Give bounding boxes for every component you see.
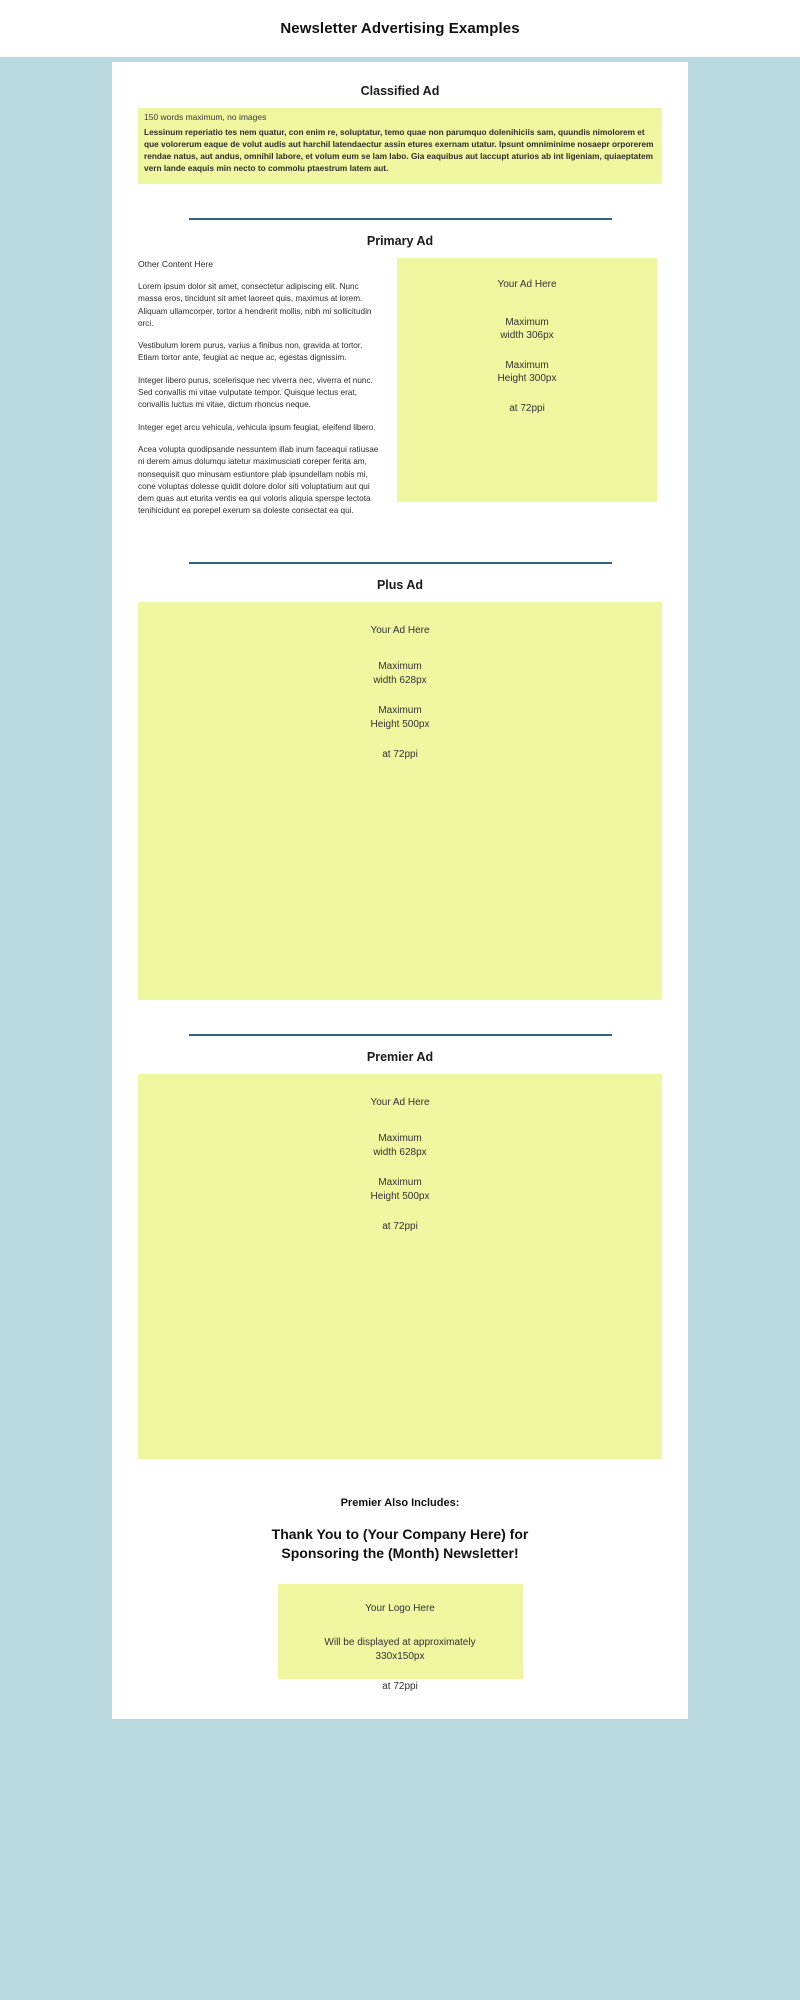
plus-ad-title: Plus Ad — [376, 577, 424, 592]
thank-you-line-2: Sponsoring the (Month) Newsletter! — [281, 1544, 519, 1561]
primary-paragraph-1: Lorem ipsum dolor sit amet, consectetur adipiscing elit. Nunc massa eros, tincidunt sit amet laoreet quis, maximus at lorem. Aliquam ullamcorper, tortor a hendrerit mollis, nibh mi sollicitudin orci. — [138, 281, 372, 328]
premier-ad-resolution: at 72ppi — [382, 1220, 418, 1232]
primary-ad-resolution: at 72ppi — [509, 402, 545, 414]
page-title: Newsletter Advertising Examples — [280, 20, 520, 37]
plus-ad-max-height-label: Maximum — [378, 704, 422, 716]
premier-ad-max-height-value: Height 500px — [370, 1190, 430, 1202]
logo-display-size — [278, 1636, 523, 1664]
classified-ad-box — [138, 108, 662, 184]
plus-ad-max-height-value: Height 500px — [370, 718, 430, 730]
premier-ad-max-height — [138, 1176, 662, 1204]
logo-heading: Your Logo Here — [365, 1603, 435, 1615]
primary-ad-row — [138, 258, 662, 528]
primary-paragraph-3: Integer libero purus, scelerisque nec viverra nec, viverra et nunc. Sed convallis mi vitae vulputate tempor. Quisque lectus erat, convallis luctus mi vitae, dictum rhoncus neque. — [138, 375, 373, 410]
plus-ad-max-width — [138, 660, 662, 688]
primary-ad-sample-content — [138, 258, 383, 528]
divider-primary — [189, 218, 612, 220]
other-content-heading: Other Content Here — [138, 259, 213, 270]
divider-plus — [189, 562, 612, 564]
primary-paragraph-5: Acea volupta quodipsande nessuntem illab inum faceaqui ratiusae ni derem amus dolumqu iatetur maximusciati coreper ferita am, nonsequisit quo minusam estiuntore plab ipsundellam nobis mi, cone voluptas dolesse quidit dolore dolor siti voluptatium aut qui dem quas aut eturita ventis ea qui voloris aliquia sperspe lectota tenihicidunt ea porepel exerum sa doleste consectat ea qui. — [138, 444, 379, 516]
premier-ad-max-width-label: Maximum — [378, 1132, 422, 1144]
primary-ad-max-height-value: Height 300px — [497, 373, 557, 385]
thank-you-message — [138, 1525, 662, 1563]
primary-ad-title: Primary Ad — [366, 234, 434, 249]
plus-ad-placeholder — [138, 602, 662, 1000]
primary-ad-placeholder — [397, 258, 657, 502]
premier-ad-placeholder — [138, 1074, 662, 1459]
classified-ad-body: Lessinum reperiatio tes nem quatur, con enim re, soluptatur, temo quae non parumquo dolenihiciis sam, quundis nimolorem et que volorerum eaque de volut audis aut harchil latendaectur assin etures exernam utatur. Ipsunt omniminime nosaepr orporerem rendae natus, aut andus, omnihil labore, et volum eum se lam labo. Gia eaquibus aut laccupt aturios ab int ligeniam, quiaeptatem vern lande eaquis min necto to commolu ptaestrum latem aut. — [144, 127, 654, 174]
premier-ad-max-height-label: Maximum — [378, 1176, 422, 1188]
primary-paragraph-4: Integer eget arcu vehicula, vehicula ipsum feugiat, eleifend libero. — [138, 422, 376, 432]
primary-ad-max-width-label: Maximum — [505, 316, 549, 328]
plus-ad-max-width-value: width 628px — [373, 674, 427, 686]
plus-ad-max-width-label: Maximum — [378, 660, 422, 672]
primary-ad-heading: Your Ad Here — [497, 279, 557, 291]
logo-display-value: 330x150px — [375, 1651, 425, 1663]
classified-ad-title: Classified Ad — [360, 84, 440, 98]
premier-ad-title: Premier Ad — [366, 1049, 434, 1064]
primary-ad-max-height-label: Maximum — [505, 359, 549, 371]
section-plus-ad — [138, 578, 662, 1000]
logo-resolution: at 72ppi — [382, 1681, 418, 1693]
page-header — [0, 0, 800, 57]
classified-ad-note: 150 words maximum, no images — [144, 112, 267, 122]
plus-ad-heading: Your Ad Here — [370, 624, 430, 636]
logo-placeholder — [278, 1584, 523, 1693]
primary-ad-max-width-value: width 306px — [500, 330, 554, 342]
premier-also-includes-title: Premier Also Includes: — [340, 1496, 460, 1509]
premier-ad-max-width-value: width 628px — [373, 1146, 427, 1158]
thank-you-line-1: Thank You to (Your Company Here) for — [271, 1525, 529, 1542]
section-premier-ad — [138, 1049, 662, 1693]
premier-ad-heading: Your Ad Here — [370, 1096, 430, 1108]
logo-display-label: Will be displayed at approximately — [324, 1637, 476, 1649]
plus-ad-max-height — [138, 704, 662, 732]
primary-ad-max-width — [397, 316, 657, 343]
primary-ad-max-height — [397, 359, 657, 386]
primary-paragraph-2: Vestibulum lorem purus, varius a finibus non, gravida at tortor. Etiam tortor ante, feugiat ac neque ac, egestas dignissim. — [138, 341, 363, 363]
document-sheet — [112, 62, 688, 1719]
section-classified-ad — [138, 84, 662, 184]
section-primary-ad — [138, 234, 662, 528]
premier-ad-max-width — [138, 1132, 662, 1160]
divider-premier — [189, 1034, 612, 1036]
plus-ad-resolution: at 72ppi — [382, 748, 418, 760]
